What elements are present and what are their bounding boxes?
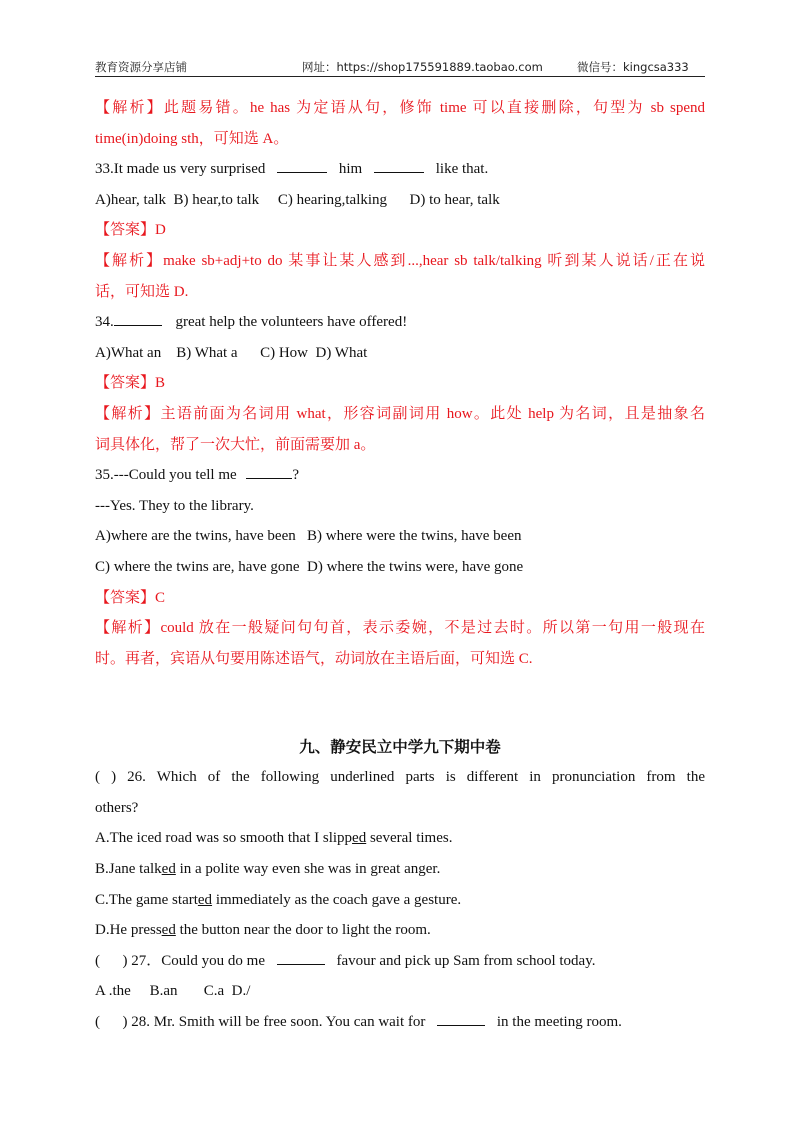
- q27-stem-part-1: ( ) 27．Could you do me: [95, 952, 265, 969]
- q26-option-a: [95, 823, 705, 854]
- header-wechat: 微信号：kingcsa333: [577, 60, 689, 74]
- q26-stem-line-1: ( ) 26. Which of the following underlined parts is different in pronunciation from the: [95, 769, 705, 786]
- q34-answer: 【答案】B: [95, 375, 166, 392]
- q27-stem-part-2: favour and pick up Sam from school today.: [336, 952, 596, 969]
- q26-option-b-underlined: ed: [161, 861, 176, 878]
- q34-options: A)What an B) What a C) How D) What: [95, 344, 368, 361]
- q26-stem-line-2: others?: [95, 799, 139, 816]
- q34-stem-part-2: great help the volunteers have offered!: [175, 314, 408, 331]
- q26-option-c: [95, 885, 705, 916]
- page-header: [95, 56, 705, 77]
- q34-stem-part-1: 34.: [95, 314, 114, 331]
- q26-option-b: [95, 854, 705, 885]
- q27-options: A .the B.an C.a D./: [95, 983, 251, 1000]
- q28-stem: [95, 1007, 705, 1038]
- q35-options-line-2: C) where the twins are, have gone D) where the twins were, have gone: [95, 558, 524, 575]
- q28-stem-part-1: ( ) 28. Mr. Smith will be free soon. You can wait for: [95, 1014, 426, 1031]
- q33-answer: 【答案】D: [95, 222, 166, 239]
- q35-reply: ---Yes. They to the library.: [95, 497, 254, 514]
- q35-stem-part-1: 35.---Could you tell me: [95, 467, 237, 484]
- q27-blank: [277, 950, 325, 965]
- q33-analysis-line-1: 【解析】make sb+adj+to do 某事让某人感到...,hear sb talk/talking 听到某人说话/正在说: [95, 252, 705, 269]
- q26-option-d: [95, 915, 705, 946]
- q33-stem-part-1: 33.It made us very surprised: [95, 161, 266, 178]
- q26-option-a-underlined: ed: [352, 830, 367, 847]
- q26-option-a-rest: several times.: [366, 830, 453, 847]
- q26-option-b-rest: in a polite way even she was in great anger.: [175, 861, 441, 878]
- q27-stem: [95, 946, 705, 977]
- q28-stem-part-2: in the meeting room.: [496, 1014, 622, 1031]
- header-shop-url: 网址：https://shop175591889.taobao.com: [302, 60, 543, 74]
- q33-blank-1: [277, 158, 327, 173]
- q32-analysis-line-1: 【解析】此题易错。he has 为定语从句，修饰 time 可以直接删除，句型为 sb spend: [95, 100, 705, 116]
- q33-stem-part-3: like that.: [435, 161, 489, 178]
- q35-options-line-1: A)where are the twins, have been B) where were the twins, have been: [95, 528, 522, 545]
- q33-blank-2: [374, 158, 424, 173]
- q26-option-c-underlined: ed: [197, 891, 213, 908]
- q34-stem: [95, 307, 705, 338]
- q26-option-d-text: D.He press: [95, 922, 162, 939]
- q35-analysis-line-1: 【解析】could 放在一般疑问句句首，表示委婉，不是过去时。所以第一句用一般现在: [95, 620, 705, 637]
- q26-option-b-text: B.Jane talk: [95, 861, 162, 878]
- q32-analysis-line-2: time(in)doing sth，可知选 A。: [95, 130, 289, 147]
- q26-option-c-text: C.The game start: [95, 891, 198, 908]
- q34-analysis-line-1: 【解析】主语前面为名词用 what，形容词副词用 how。此处 help 为名词，且是抽象名: [95, 405, 705, 422]
- q26-option-d-underlined: ed: [161, 922, 176, 939]
- q33-stem-part-2: him: [338, 161, 363, 178]
- q35-stem: [95, 460, 705, 491]
- q34-blank: [114, 311, 162, 326]
- q34-analysis-line-2: 词具体化，帮了一次大忙，前面需要加 a。: [95, 436, 376, 453]
- q26-option-c-rest: immediately as the coach gave a gesture.: [212, 891, 462, 908]
- q28-blank: [437, 1011, 485, 1026]
- q35-blank: [246, 464, 292, 479]
- header-shop-name: 教育资源分享店铺: [95, 60, 187, 74]
- q26-option-a-text: A.The iced road was so smooth that I slipp: [95, 830, 353, 847]
- q35-answer: 【答案】C: [95, 589, 166, 606]
- q33-analysis-line-2: 话，可知选 D.: [95, 283, 189, 300]
- q26-option-d-rest: the button near the door to light the room.: [175, 922, 431, 939]
- q33-stem: [95, 154, 705, 185]
- document-body: [95, 93, 705, 1038]
- q35-stem-part-2: ?: [292, 467, 300, 484]
- q35-analysis-line-2: 时。再者，宾语从句要用陈述语气，动词放在主语后面，可知选 C.: [95, 650, 533, 667]
- q33-options: A)hear, talk B) hear,to talk C) hearing,talking D) to hear, talk: [95, 191, 500, 208]
- section-title: 九、静安民立中学九下期中卷: [299, 738, 501, 757]
